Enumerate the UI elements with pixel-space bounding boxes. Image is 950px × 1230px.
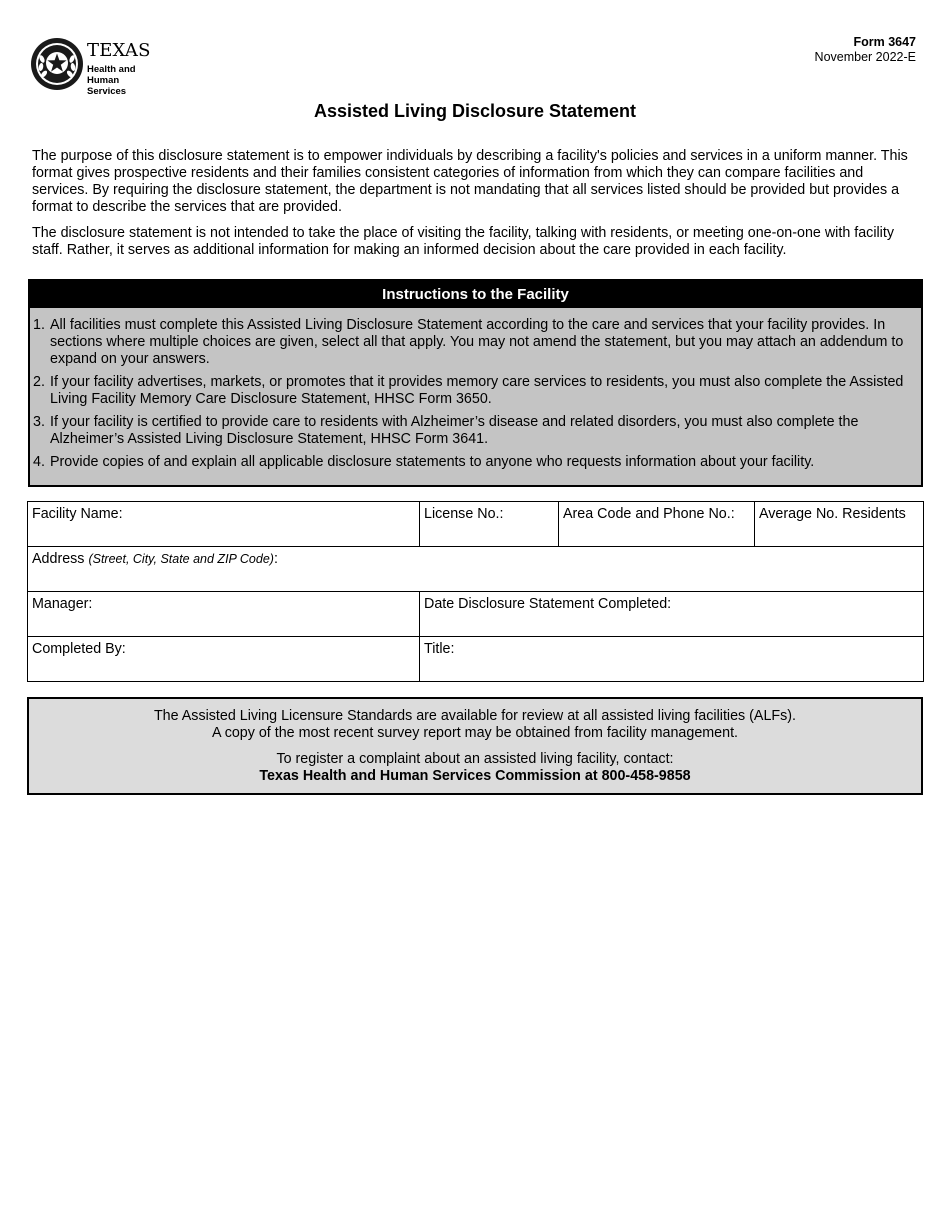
manager-field[interactable] xyxy=(28,592,420,637)
info-line-standards: The Assisted Living Licensure Standards are available for review at all assisted living facilities (ALFs). xyxy=(153,708,797,724)
license-no-field[interactable] xyxy=(420,502,559,547)
instruction-text: All facilities must complete this Assisted Living Disclosure Statement according to the care and services that your facility provides. In sections where multiple choices are given, select all that apply. You may not amend the statement, but you may attach an addendum to expand on your answers. xyxy=(50,317,904,367)
instruction-item xyxy=(33,454,915,471)
intro-paragraph-purpose: The purpose of this disclosure statement is to empower individuals by describing a facility's policies and services in a uniform manner. This format gives prospective residents and their families consistent categories of information from which they can compare facilities and services. By requiring the disclosure statement, the department is not mandating that all services listed should be provided but provides a format to describe the services that are provided. xyxy=(32,148,908,215)
address-colon: : xyxy=(273,551,278,567)
info-line-contact: Texas Health and Human Services Commission at 800-458-9858 xyxy=(259,768,691,784)
avg-residents-label: Average No. Residents xyxy=(759,506,906,522)
form-identifier xyxy=(815,35,916,65)
title-label: Title: xyxy=(424,641,455,657)
instruction-text: Provide copies of and explain all applicable disclosure statements to anyone who requests information about your facility. xyxy=(50,454,815,470)
address-label: Address xyxy=(32,551,85,567)
table-row xyxy=(28,502,924,547)
page-title: Assisted Living Disclosure Statement xyxy=(313,101,637,121)
manager-label: Manager: xyxy=(32,596,93,612)
address-note: (Street, City, State and ZIP Code) xyxy=(88,552,274,566)
instructions-list xyxy=(30,308,921,471)
texas-star-seal-icon xyxy=(30,37,84,91)
instruction-text: If your facility is certified to provide care to residents with Alzheimer’s disease and related disorders, you must also complete the Alzheimer’s Assisted Living Disclosure Statement, HHSC Form 3641. xyxy=(50,414,859,447)
address-field[interactable] xyxy=(28,547,924,592)
instruction-item xyxy=(33,317,915,368)
avg-residents-field[interactable] xyxy=(755,502,924,547)
date-completed-field[interactable] xyxy=(420,592,924,637)
instruction-number: 1. xyxy=(33,317,45,333)
instruction-text: If your facility advertises, markets, or promotes that it provides memory care services to residents, you must also complete the Assisted Living Facility Memory Care Disclosure Statement, HHSC Form 3650. xyxy=(50,374,904,407)
table-row xyxy=(28,637,924,682)
hhs-logo xyxy=(30,37,170,97)
title-field[interactable] xyxy=(420,637,924,682)
info-line-survey: A copy of the most recent survey report may be obtained from facility management. xyxy=(211,725,739,741)
info-line-complaint: To register a complaint about an assisted living facility, contact: xyxy=(276,751,674,767)
instruction-number: 3. xyxy=(33,414,45,430)
form-number: Form 3647 xyxy=(853,35,916,49)
date-completed-label: Date Disclosure Statement Completed: xyxy=(424,596,672,612)
logo-subtitle-line1: Health and Human xyxy=(87,64,136,86)
instruction-number: 2. xyxy=(33,374,45,390)
table-row xyxy=(28,592,924,637)
form-date: November 2022-E xyxy=(814,50,916,64)
instruction-number: 4. xyxy=(33,454,45,470)
completed-by-field[interactable] xyxy=(28,637,420,682)
instructions-box xyxy=(28,279,923,487)
table-row xyxy=(28,547,924,592)
license-no-label: License No.: xyxy=(424,506,504,522)
instruction-item xyxy=(33,414,915,448)
facility-name-label: Facility Name: xyxy=(32,506,123,522)
instructions-heading: Instructions to the Facility xyxy=(30,281,921,308)
facility-info-table xyxy=(27,501,924,682)
phone-field[interactable] xyxy=(559,502,755,547)
logo-subtitle xyxy=(87,64,170,97)
completed-by-label: Completed By: xyxy=(32,641,126,657)
intro-paragraph-disclaimer: The disclosure statement is not intended to take the place of visiting the facility, talking with residents, or meeting one-on-one with facility staff. Rather, it serves as additional information for making an informed decision about the care provided in each facility. xyxy=(32,225,894,258)
licensure-info-box xyxy=(27,697,923,795)
logo-subtitle-line2: Services xyxy=(87,86,127,97)
instruction-item xyxy=(33,374,915,408)
phone-label: Area Code and Phone No.: xyxy=(563,506,735,522)
logo-wordmark: TEXAS xyxy=(87,40,151,61)
facility-name-field[interactable] xyxy=(28,502,420,547)
